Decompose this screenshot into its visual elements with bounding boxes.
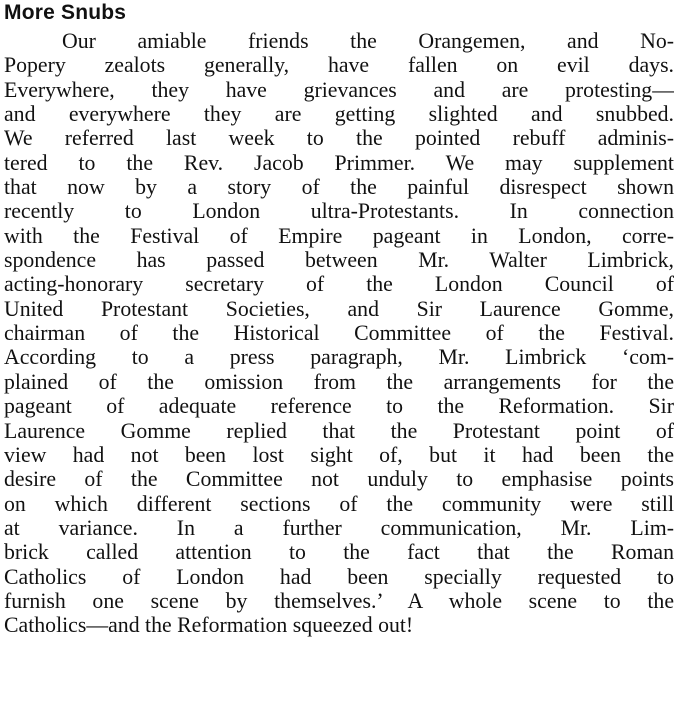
article-line: desire of the Committee not unduly to emphasise points bbox=[4, 467, 674, 492]
article-line: Our amiable friends the Orangemen, and No- bbox=[62, 29, 674, 53]
article-line: spondence has passed between Mr. Walter Limbrick, bbox=[4, 248, 674, 273]
article-line: According to a press paragraph, Mr. Limbrick ‘com- bbox=[4, 345, 674, 370]
article-line: Everywhere, they have grievances and are protesting— bbox=[4, 77, 674, 102]
article-line: view had not been lost sight of, but it had been the bbox=[4, 442, 674, 467]
article-line: furnish one scene by themselves.’ A whole scene to the bbox=[4, 588, 674, 613]
article-line: brick called attention to the fact that the Roman bbox=[4, 540, 674, 565]
article-line: recently to London ultra-Protestants. In connection bbox=[4, 199, 674, 224]
article-line: United Protestant Societies, and Sir Laurence Gomme, bbox=[4, 296, 674, 321]
article-line: Laurence Gomme replied that the Protestant point of bbox=[4, 418, 674, 443]
article-line: with the Festival of Empire pageant in London, corre- bbox=[4, 223, 674, 248]
article-line: that now by a story of the painful disrespect shown bbox=[4, 175, 674, 200]
article-line: tered to the Rev. Jacob Primmer. We may supplement bbox=[4, 150, 674, 175]
article-line: acting-honorary secretary of the London Council of bbox=[4, 272, 674, 297]
article-line: Catholics of London had been specially requested to bbox=[4, 564, 674, 589]
article-body bbox=[4, 29, 674, 638]
article-line: Popery zealots generally, have fallen on evil days. bbox=[4, 53, 674, 78]
article-headline: More Snubs bbox=[4, 1, 127, 24]
article-line: We referred last week to the pointed rebuff adminis- bbox=[4, 126, 674, 151]
article-line: chairman of the Historical Committee of the Festival. bbox=[4, 321, 674, 346]
article-line: on which different sections of the community were still bbox=[4, 491, 674, 516]
article-line: Catholics—and the Reformation squeezed out! bbox=[4, 613, 414, 638]
article-line: pageant of adequate reference to the Reformation. Sir bbox=[4, 394, 674, 419]
article-line: plained of the omission from the arrangements for the bbox=[4, 369, 674, 394]
article-line: and everywhere they are getting slighted and snubbed. bbox=[4, 102, 674, 127]
article-line: at variance. In a further communication, Mr. Lim- bbox=[4, 515, 674, 540]
